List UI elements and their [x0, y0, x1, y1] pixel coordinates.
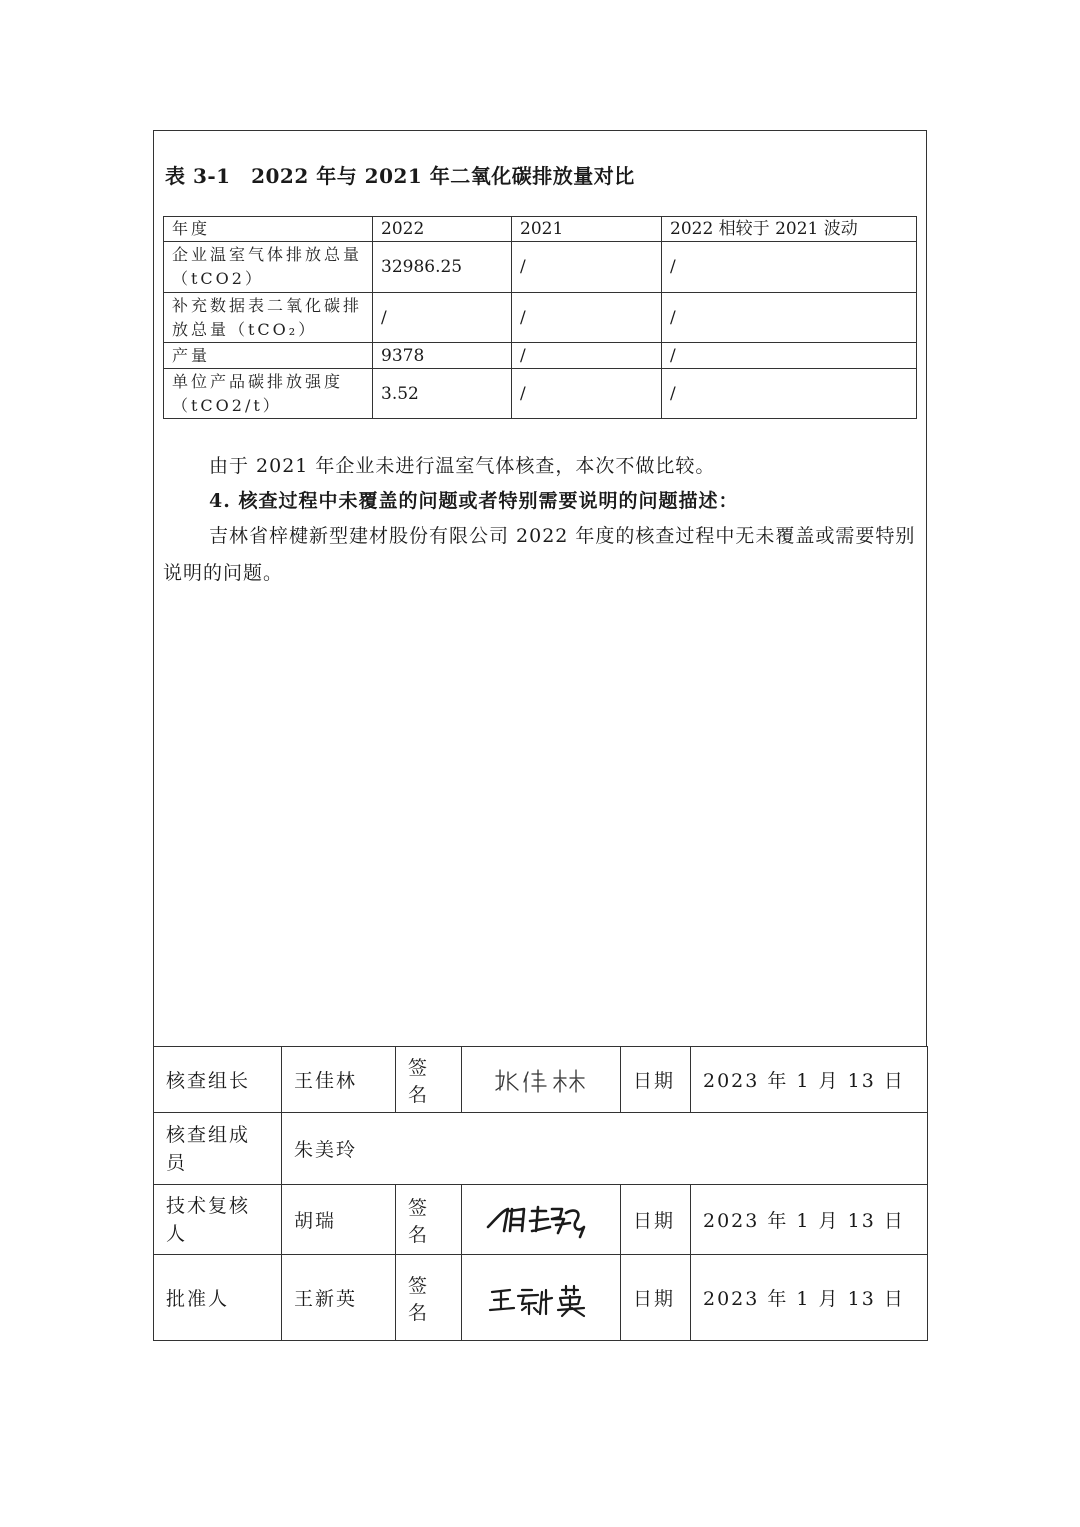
table-caption: 表 3-1 2022 年与 2021 年二氧化碳排放量对比	[165, 164, 635, 188]
cell-change: /	[662, 343, 917, 369]
row-label: 补充数据表二氧化碳排放总量（tCO₂）	[164, 293, 373, 343]
signoff-row-reviewer	[154, 1185, 928, 1255]
role-label: 核查组长	[154, 1047, 282, 1113]
cell-2021: /	[512, 343, 662, 369]
signoff-row-lead	[154, 1047, 928, 1113]
date-value: 2023 年 1 月 13 日	[691, 1255, 928, 1341]
header-year: 年度	[164, 217, 373, 242]
table-row	[164, 343, 917, 369]
signature-cell	[462, 1255, 621, 1341]
cell-2022: 9378	[373, 343, 512, 369]
header-change: 2022 相较于 2021 波动	[662, 217, 917, 242]
date-label: 日期	[621, 1047, 691, 1113]
cell-2022: 32986.25	[373, 242, 512, 293]
signoff-row-approver	[154, 1255, 928, 1341]
signature-cell	[462, 1185, 621, 1255]
row-label: 产量	[164, 343, 373, 369]
role-label: 技术复核人	[154, 1185, 282, 1255]
cell-2021: /	[512, 242, 662, 293]
date-value: 2023 年 1 月 13 日	[691, 1047, 928, 1113]
emission-comparison-table	[163, 216, 917, 419]
cell-2021: /	[512, 369, 662, 419]
sign-label: 签名	[396, 1047, 462, 1113]
cell-2022: /	[373, 293, 512, 343]
cell-change: /	[662, 369, 917, 419]
role-label: 批准人	[154, 1255, 282, 1341]
person-name: 胡瑞	[282, 1185, 396, 1255]
date-value: 2023 年 1 月 13 日	[691, 1185, 928, 1255]
section-heading: 4. 核查过程中未覆盖的问题或者特别需要说明的问题描述：	[209, 490, 739, 512]
row-label: 单位产品碳排放强度（tCO2/t）	[164, 369, 373, 419]
row-label: 企业温室气体排放总量（tCO2）	[164, 242, 373, 293]
section-text: 吉林省梓楗新型建材股份有限公司 2022 年度的核查过程中无未覆盖或需要特别说明的问题。	[163, 525, 916, 584]
cell-2022: 3.52	[373, 369, 512, 419]
person-name: 王新英	[282, 1255, 396, 1341]
handwritten-signature	[466, 1278, 616, 1318]
person-name: 王佳林	[282, 1047, 396, 1113]
handwritten-signature	[466, 1060, 616, 1100]
table-row	[164, 242, 917, 293]
role-label: 核查组成员	[154, 1113, 282, 1185]
signoff-table	[153, 1046, 928, 1341]
sign-label: 签名	[396, 1185, 462, 1255]
table-row	[164, 369, 917, 419]
header-2021: 2021	[512, 217, 662, 242]
table-header-row	[164, 217, 917, 242]
signature-cell	[462, 1047, 621, 1113]
signoff-row-member	[154, 1113, 928, 1185]
handwritten-signature	[466, 1197, 616, 1243]
person-name: 朱美玲	[282, 1113, 928, 1185]
sign-label: 签名	[396, 1255, 462, 1341]
cell-2021: /	[512, 293, 662, 343]
date-label: 日期	[621, 1255, 691, 1341]
header-2022: 2022	[373, 217, 512, 242]
date-label: 日期	[621, 1185, 691, 1255]
cell-change: /	[662, 242, 917, 293]
table-row	[164, 293, 917, 343]
cell-change: /	[662, 293, 917, 343]
comparison-note: 由于 2021 年企业未进行温室气体核查，本次不做比较。	[209, 455, 716, 477]
